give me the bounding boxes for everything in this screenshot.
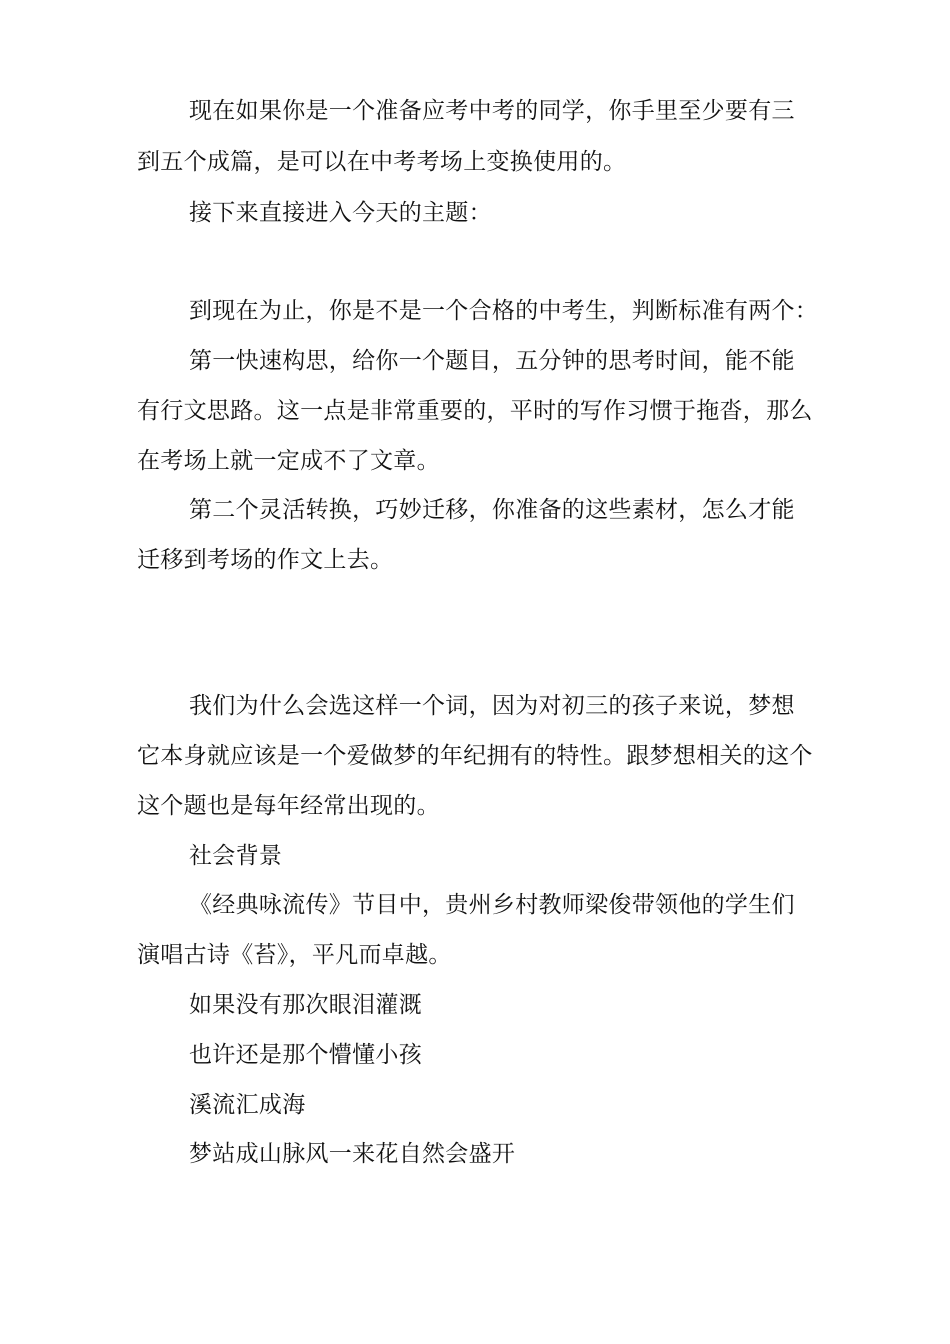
paragraph-line: 有行文思路。这一点是非常重要的，平时的写作习惯于拖沓，那么 <box>137 398 813 424</box>
paragraph-line: 接下来直接进入今天的主题： <box>189 200 492 226</box>
lyric-line: 溪流汇成海 <box>189 1092 306 1118</box>
paragraph-line: 我们为什么会选这样一个词，因为对初三的孩子来说，梦想 <box>189 693 795 719</box>
paragraph-line: 迁移到考场的作文上去。 <box>137 547 394 573</box>
paragraph-line: 在考场上就一定成不了文章。 <box>137 448 440 474</box>
lyric-line: 如果没有那次眼泪灌溉 <box>189 992 422 1018</box>
paragraph-line: 演唱古诗《苔》，平凡而卓越。 <box>137 942 452 968</box>
section-heading: 社会背景 <box>189 843 283 869</box>
paragraph-line: 第二个灵活转换，巧妙迁移，你准备的这些素材，怎么才能 <box>189 497 795 523</box>
paragraph-line: 这个题也是每年经常出现的。 <box>137 793 440 819</box>
lyric-line: 也许还是那个懵懂小孩 <box>189 1042 422 1068</box>
lyric-line: 梦站成山脉风一来花自然会盛开 <box>189 1141 516 1167</box>
paragraph-line: 它本身就应该是一个爱做梦的年纪拥有的特性。跟梦想相关的这个 <box>137 743 813 769</box>
paragraph-line: 到五个成篇，是可以在中考考场上变换使用的。 <box>137 149 627 175</box>
paragraph-line: 现在如果你是一个准备应考中考的同学，你手里至少要有三 <box>189 98 795 124</box>
paragraph-line: 到现在为止，你是不是一个合格的中考生，判断标准有两个： <box>189 298 819 324</box>
paragraph-line: 第一快速构思，给你一个题目，五分钟的思考时间，能不能 <box>189 348 795 374</box>
paragraph-line: 《经典咏流传》节目中，贵州乡村教师梁俊带领他的学生们 <box>189 892 795 918</box>
